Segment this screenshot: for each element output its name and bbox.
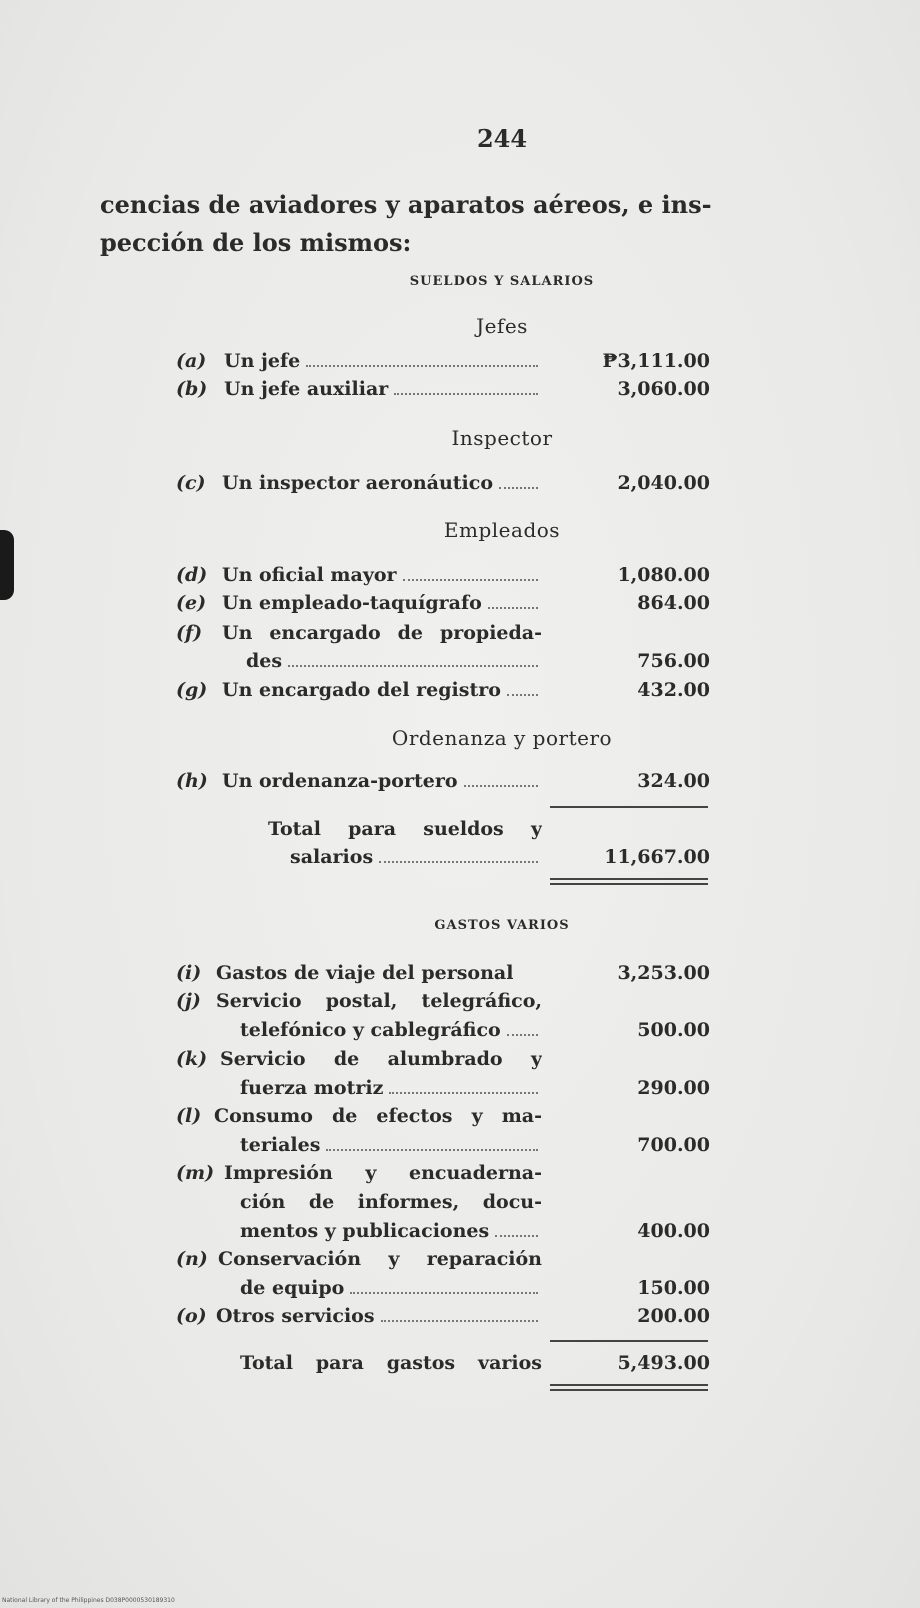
total-label: Total para gastos varios: [240, 1352, 542, 1374]
page-number: 244: [476, 124, 528, 153]
item-description-continued: mentos y publicaciones: [240, 1220, 490, 1242]
item-amount: 756.00: [637, 650, 710, 672]
ordenanza-subheading: Ordenanza y portero: [391, 726, 613, 750]
item-amount: 3,060.00: [617, 378, 710, 400]
item-description: Un oficial mayor: [222, 564, 397, 586]
leader-dots: [350, 1292, 538, 1294]
subtotal-rule: [550, 1340, 708, 1342]
item-amount: 500.00: [637, 1019, 710, 1041]
line-item: [176, 1248, 710, 1276]
line-item: [176, 679, 710, 707]
item-letter: (c): [176, 472, 206, 494]
item-amount: ₱3,111.00: [602, 350, 710, 372]
total-label: Total para sueldos y: [268, 818, 542, 840]
item-letter: (h): [176, 770, 208, 792]
leader-dots: [288, 665, 538, 667]
leader-dots: [464, 785, 539, 787]
item-letter: (f): [176, 622, 203, 644]
item-amount: 2,040.00: [617, 472, 710, 494]
total-line: [176, 1352, 710, 1380]
leader-dots: [394, 393, 538, 395]
item-description-continued: des: [246, 650, 283, 672]
line-item-continuation: [176, 1220, 710, 1248]
item-letter: (i): [176, 962, 202, 984]
item-description: Consumo de efectos y ma-: [214, 1105, 542, 1127]
item-description: Un encargado de propieda-: [222, 622, 542, 644]
leader-dots: [403, 579, 538, 581]
leader-dots: [381, 1320, 538, 1322]
line-item-continuation: [176, 1019, 710, 1047]
item-amount: 324.00: [637, 770, 710, 792]
intro-line-2: pección de los mismos:: [100, 228, 412, 257]
item-letter: (a): [176, 350, 207, 372]
line-item: [176, 592, 710, 620]
line-item-continuation: [176, 1134, 710, 1162]
item-description: Un inspector aeronáutico: [222, 472, 494, 494]
item-description-continued: ción de informes, docu-: [240, 1191, 542, 1213]
intro-line-1: cencias de aviadores y aparatos aéreos, e ins-: [100, 190, 712, 219]
line-item: [176, 770, 710, 798]
total-line: [176, 818, 710, 846]
item-letter: (n): [176, 1248, 208, 1270]
line-item-continuation: [176, 1191, 710, 1219]
item-description: Un ordenanza-portero: [222, 770, 458, 792]
leader-dots: [499, 487, 538, 489]
line-item: [176, 1105, 710, 1133]
item-letter: (m): [176, 1162, 215, 1184]
item-amount: 432.00: [637, 679, 710, 701]
line-item-continuation: [176, 1277, 710, 1305]
item-description: Conservación y reparación: [218, 1248, 542, 1270]
line-item: [176, 1048, 710, 1076]
item-amount: 1,080.00: [617, 564, 710, 586]
item-description: Impresión y encuaderna-: [224, 1162, 542, 1184]
item-amount: 150.00: [637, 1277, 710, 1299]
item-amount: 290.00: [637, 1077, 710, 1099]
leader-dots: [326, 1149, 538, 1151]
item-letter: (k): [176, 1048, 208, 1070]
item-description: Gastos de viaje del personal: [216, 962, 514, 984]
leader-dots: [507, 694, 538, 696]
item-amount: 400.00: [637, 1220, 710, 1242]
line-item: [176, 622, 710, 650]
item-amount: 864.00: [637, 592, 710, 614]
item-description: Servicio postal, telegráfico,: [216, 990, 542, 1012]
item-letter: (g): [176, 679, 208, 701]
total-amount: 5,493.00: [617, 1352, 710, 1374]
item-description: Servicio de alumbrado y: [220, 1048, 542, 1070]
total-label-continued: salarios: [290, 846, 374, 868]
item-description: Un jefe: [224, 350, 301, 372]
leader-dots: [495, 1235, 538, 1237]
item-description: Un jefe auxiliar: [224, 378, 389, 400]
item-letter: (d): [176, 564, 208, 586]
item-description-continued: fuerza motriz: [240, 1077, 384, 1099]
line-item: [176, 472, 710, 500]
item-letter: (j): [176, 990, 201, 1012]
scan-footer: National Library of the Philippines D038P0000530189310: [2, 1597, 175, 1604]
subtotal-rule: [550, 806, 708, 808]
item-amount: 3,253.00: [617, 962, 710, 984]
item-amount: 700.00: [637, 1134, 710, 1156]
item-letter: (b): [176, 378, 208, 400]
total-amount: 11,667.00: [604, 846, 710, 868]
inspector-subheading: Inspector: [451, 426, 553, 450]
item-letter: (o): [176, 1305, 207, 1327]
sueldos-heading: SUELDOS Y SALARIOS: [409, 274, 595, 289]
leader-dots: [379, 861, 538, 863]
total-double-rule: [550, 878, 708, 885]
jefes-subheading: Jefes: [476, 314, 528, 338]
line-item: [176, 564, 710, 592]
total-line: [176, 846, 710, 874]
line-item: [176, 962, 710, 990]
line-item: [176, 1305, 710, 1333]
item-letter: (l): [176, 1105, 202, 1127]
line-item: [176, 1162, 710, 1190]
item-description: Un empleado-taquígrafo: [222, 592, 482, 614]
line-item: [176, 990, 710, 1018]
line-item: [176, 378, 710, 406]
item-description-continued: teriales: [240, 1134, 321, 1156]
item-description: Otros servicios: [216, 1305, 375, 1327]
leader-dots: [507, 1034, 538, 1036]
line-item: [176, 350, 710, 378]
leader-dots: [389, 1092, 538, 1094]
leader-dots: [306, 365, 538, 367]
line-item-continuation: [176, 650, 710, 678]
item-letter: (e): [176, 592, 207, 614]
leader-dots: [488, 607, 538, 609]
item-description-continued: de equipo: [240, 1277, 345, 1299]
intro-paragraph: [100, 186, 720, 262]
total-double-rule: [550, 1384, 708, 1391]
line-item-continuation: [176, 1077, 710, 1105]
item-description-continued: telefónico y cablegráfico: [240, 1019, 501, 1041]
empleados-subheading: Empleados: [443, 518, 561, 542]
item-amount: 200.00: [637, 1305, 710, 1327]
gastos-heading: GASTOS VARIOS: [434, 918, 570, 933]
item-description: Un encargado del registro: [222, 679, 501, 701]
